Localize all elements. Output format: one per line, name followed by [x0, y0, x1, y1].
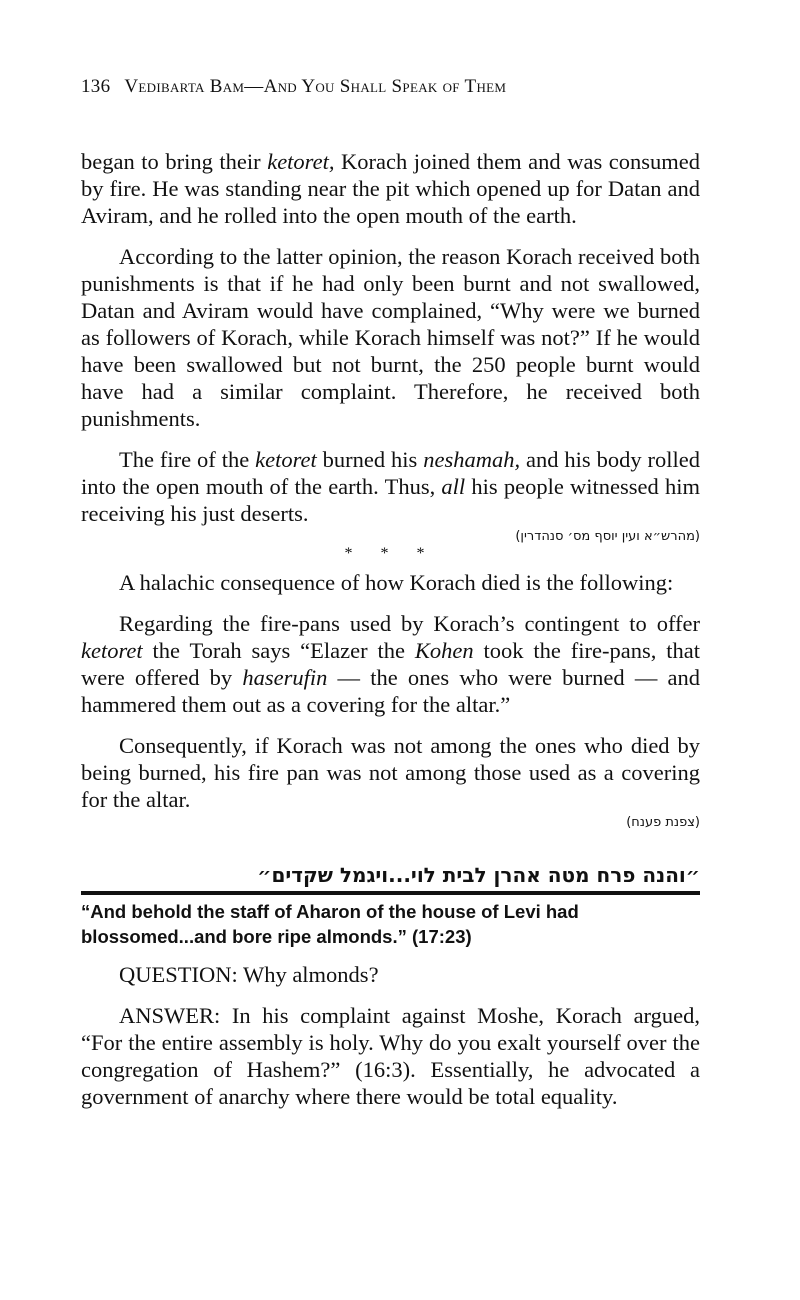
- italic-term: all: [441, 474, 466, 499]
- italic-term: neshamah,: [423, 447, 521, 472]
- italic-term: ketoret,: [267, 149, 335, 174]
- heading-rule: [81, 891, 700, 895]
- page-number: 136: [81, 76, 111, 97]
- paragraph: began to bring their ketoret, Korach joined them and was consumed by fire. He was standing near the pit which opened up for Datan and Aviram, and he rolled into the open mouth of the earth.: [81, 149, 700, 228]
- book-title: Vedibarta Bam—And You Shall Speak of Them: [124, 76, 507, 97]
- answer-paragraph: ANSWER: In his complaint against Moshe, Korach argued, “For the entire assembly is holy. Why do you exalt yourself over the congregation of Hashem?” (16:3). Essentially, he advocated a government of anarchy where there would be total equality.: [81, 1003, 700, 1109]
- italic-term: haserufin: [242, 665, 328, 690]
- hebrew-verse-heading: ״והנה פרח מטה אהרן לבית לוי...ויגמל שקדים״: [257, 863, 700, 887]
- question-paragraph: QUESTION: Why almonds?: [119, 962, 379, 987]
- source-citation: (צפנת פענח): [626, 815, 700, 830]
- english-verse-heading: “And behold the staff of Aharon of the house of Levi had blossomed...and bore ripe almonds.” (17:23): [81, 901, 579, 947]
- paragraph: According to the latter opinion, the reason Korach received both punishments is that if he had only been burnt and not swallowed, Datan and Aviram would have complained, “Why were we burned as followers of Korach, while Korach himself was not?” If he would have been swallowed but not burnt, the 250 people burnt would have had a similar complaint. Therefore, he received both punishments.: [81, 244, 700, 431]
- italic-term: ketoret: [81, 638, 143, 663]
- paragraph: Consequently, if Korach was not among the ones who died by being burned, his fire pan was not among those used as a covering for the altar.: [81, 733, 700, 812]
- paragraph: Regarding the fire-pans used by Korach’s contingent to offer ketoret the Torah says “Elazer the Kohen took the fire-pans, that were offered by haserufin — the ones who were burned — and hammered them out as a covering for the altar.”: [81, 611, 701, 717]
- body-text: [81, 148, 700, 1124]
- paragraph: A halachic consequence of how Korach died is the following:: [119, 570, 674, 595]
- paragraph: The fire of the ketoret burned his neshamah, and his body rolled into the open mouth of the earth. Thus, all his people witnessed him receiving his just deserts.: [81, 447, 700, 526]
- section-divider: * * *: [344, 545, 437, 562]
- italic-term: Kohen: [414, 638, 474, 663]
- running-header: [81, 76, 506, 98]
- source-citation: (מהרש״א ועין יוסף מס׳ סנהדרין): [515, 529, 700, 544]
- italic-term: ketoret: [255, 447, 317, 472]
